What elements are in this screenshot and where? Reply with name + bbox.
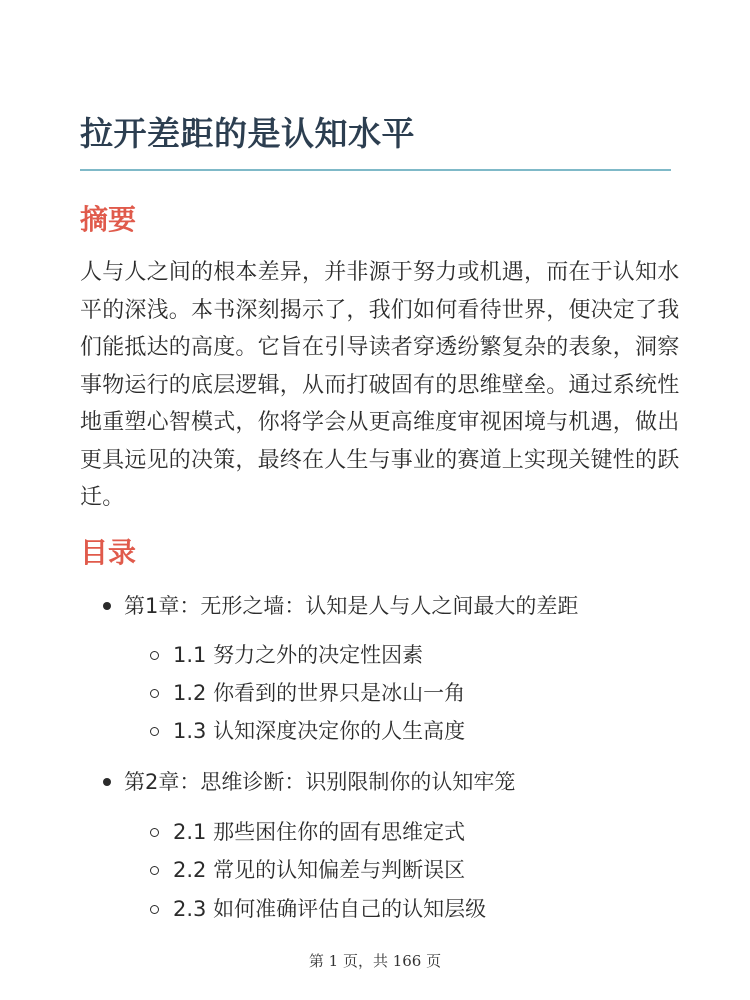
toc-section-label: 1.1 努力之外的决定性因素 <box>173 643 424 667</box>
bullet-circle-icon <box>150 828 159 837</box>
abstract-heading: 摘要 <box>80 203 137 236</box>
toc-section-label: 1.3 认知深度决定你的人生高度 <box>173 719 466 743</box>
toc-section-label: 2.1 那些困住你的固有思维定式 <box>173 820 466 844</box>
toc-section-label: 2.2 常见的认知偏差与判断误区 <box>173 858 466 882</box>
bullet-circle-icon <box>150 727 159 736</box>
title-divider <box>80 169 671 171</box>
bullet-circle-icon <box>150 689 159 698</box>
bullet-circle-icon <box>150 866 159 875</box>
page-number-footer: 第 1 页，共 166 页 <box>308 952 442 970</box>
document-title: 拉开差距的是认知水平 <box>80 114 415 153</box>
bullet-circle-icon <box>150 651 159 660</box>
abstract-paragraph: 人与人之间的根本差异，并非源于努力或机遇，而在于认知水平的深浅。本书深刻揭示了，我们如何看待世界，便决定了我们能抵达的高度。它旨在引导读者穿透纷繁复杂的表象，洞察事物运行的底层逻辑，从而打破固有的思维壁垒。通过系统性地重塑心智模式，你将学会从更高维度审视困境与机遇，做出更具远见的决策，最终在人生与事业的赛道上实现关键性的跃迁。 <box>80 260 680 510</box>
toc-section-label: 1.2 你看到的世界只是冰山一角 <box>173 681 466 705</box>
toc-heading: 目录 <box>80 536 137 569</box>
toc-section-label: 2.3 如何准确评估自己的认知层级 <box>173 897 487 921</box>
toc-chapter-label: 第2章：思维诊断：识别限制你的认知牢笼 <box>124 770 516 794</box>
bullet-circle-icon <box>150 905 159 914</box>
toc-chapter-label: 第1章：无形之墙：认知是人与人之间最大的差距 <box>124 594 579 618</box>
bullet-dot-icon <box>103 778 111 786</box>
bullet-dot-icon <box>103 602 111 610</box>
